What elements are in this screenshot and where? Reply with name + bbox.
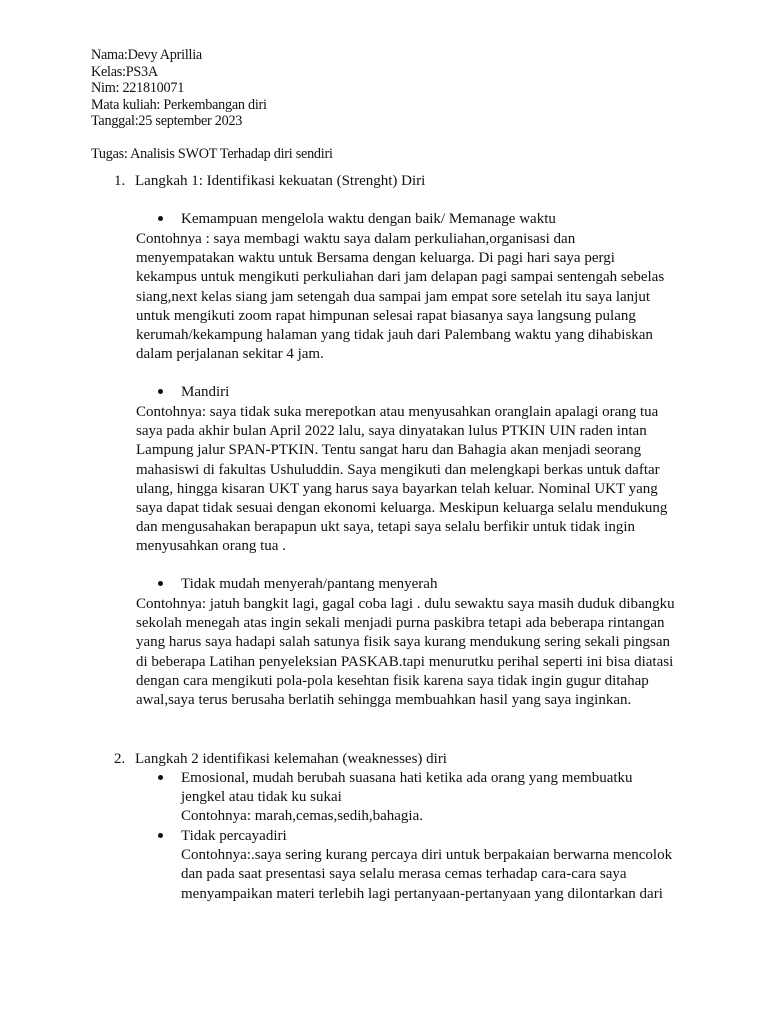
bullet-icon [158, 581, 163, 586]
paragraph-line: kekampus untuk mengikuti perkuliahan dari jam delapan pagi sampai sentengah sebelas [136, 269, 665, 286]
strength-example [136, 595, 681, 710]
paragraph-line: saya dapat tidak sesuai dengan ekonomi keluarga. Meskipun keluarga selalu mendukung [136, 500, 668, 517]
paragraph-line: Contohnya: jatuh bangkit lagi, gagal coba lagi . dulu sewaktu saya masih duduk dibangku [136, 596, 675, 612]
bullet-icon [158, 216, 163, 221]
step-title: Langkah 1: Identifikasi kekuatan (Strenght) Diri [135, 173, 426, 189]
paragraph-line: sekolah menegah atas ingin sekali menjadi purna paskibra tetapi ada beberapa rintangan [136, 615, 665, 632]
assignment-date: Tanggal:25 september 2023 [91, 113, 243, 129]
paragraph-line: saya pada akhir bulan April 2022 lalu, saya dinyatakan lulus PTKIN UIN raden intan [136, 423, 647, 440]
paragraph-line: Lampung jalur SPAN-PTKIN. Tentu sangat haru dan Bahagia akan menjadi seorang [136, 442, 642, 459]
student-class: Kelas:PS3A [91, 64, 158, 80]
course-name: Mata kuliah: Perkembangan diri [91, 97, 267, 113]
paragraph-line: untuk mengikuti zoom rapat himpunan selesai rapat biasanya saya langsung pulang [136, 307, 636, 324]
paragraph-line: menyampaikan materi terlebih lagi pertanyaan-pertanyaan yang dilontarkan dari [181, 885, 663, 902]
step-1-heading [114, 172, 425, 191]
paragraph-line: jengkel atau tidak ku sukai [181, 789, 342, 806]
weakness-item [181, 827, 681, 904]
bullet-icon [158, 775, 163, 780]
paragraph-line: menyusahkan orang tua . [136, 538, 286, 555]
strength-title: Kemampuan mengelola waktu dengan baik/ Memanage waktu [181, 211, 556, 227]
paragraph-line: siang,next kelas siang jam setengah dua sampai jam empat sore setelah itu saya lanjut [136, 288, 651, 305]
strength-example [136, 403, 681, 557]
paragraph-line: yang harus saya hadapi salah satunya fisik saya kurang mendukung sering sekali pingsan [136, 634, 671, 651]
student-name: Nama:Devy Aprillia [91, 47, 202, 63]
bullet-icon [158, 833, 163, 838]
paragraph-line: Tidak percayadiri [181, 828, 287, 844]
paragraph-line: dalam perjalanan sekitar 4 jam. [136, 346, 324, 363]
strength-title: Tidak mudah menyerah/pantang menyerah [181, 576, 438, 592]
weakness-item [181, 769, 681, 827]
paragraph-line: Contohnya:.saya sering kurang percaya diri untuk berpakaian berwarna mencolok [181, 847, 673, 864]
paragraph-line: kerumah/kekampung halaman yang tidak jauh dari Palembang waktu yang dihabiskan [136, 327, 653, 344]
paragraph-line: Contohnya : saya membagi waktu saya dalam perkuliahan,organisasi dan [136, 231, 576, 247]
assignment-title: Tugas: Analisis SWOT Terhadap diri sendiri [91, 146, 333, 162]
paragraph-line: dan pada saat presentasi saya selalu merasa cemas terhadap cara-cara saya [181, 866, 627, 883]
step-number: 2. [114, 751, 126, 767]
paragraph-line: dan mengusahakan berapapun ukt saya, tetapi saya selalu berfikir untuk tidak ingin [136, 519, 636, 536]
paragraph-line: dengan cara mengikuti pola-pola kesehtan fisik karena saya tidak ingin gugur ditahap [136, 672, 649, 689]
strength-example [136, 230, 681, 364]
paragraph-line: mahasiswi di fakultas Ushuluddin. Saya mengikuti dan melengkapi berkas untuk daftar [136, 461, 660, 478]
paragraph-line: di beberapa Latihan penyeleksian PASKAB.tapi menurutku perihal seperti ini bisa diatasi [136, 653, 674, 670]
paragraph-line: ulang, hingga kisaran UKT yang harus saya bayarkan telah keluar. Nominal UKT yang [136, 480, 658, 497]
student-nim: Nim: 221810071 [91, 80, 185, 96]
paragraph-line: Contohnya: saya tidak suka merepotkan atau menyusahkan oranglain apalagi orang tua [136, 404, 659, 420]
strength-title: Mandiri [181, 384, 230, 400]
step-2-heading [114, 750, 447, 769]
paragraph-line: awal,saya terus berusaha berlatih sehingga membuahkan hasil yang saya inginkan. [136, 692, 632, 709]
step-title: Langkah 2 identifikasi kelemahan (weaknesses) diri [135, 751, 447, 767]
step-number: 1. [114, 173, 126, 189]
paragraph-line: menyempatakan waktu untuk Bersama dengan keluarga. Di pagi hari saya pergi [136, 250, 615, 267]
bullet-icon [158, 389, 163, 394]
paragraph-line: Contohnya: marah,cemas,sedih,bahagia. [181, 808, 424, 825]
paragraph-line: Emosional, mudah berubah suasana hati ketika ada orang yang membuatku [181, 770, 633, 786]
